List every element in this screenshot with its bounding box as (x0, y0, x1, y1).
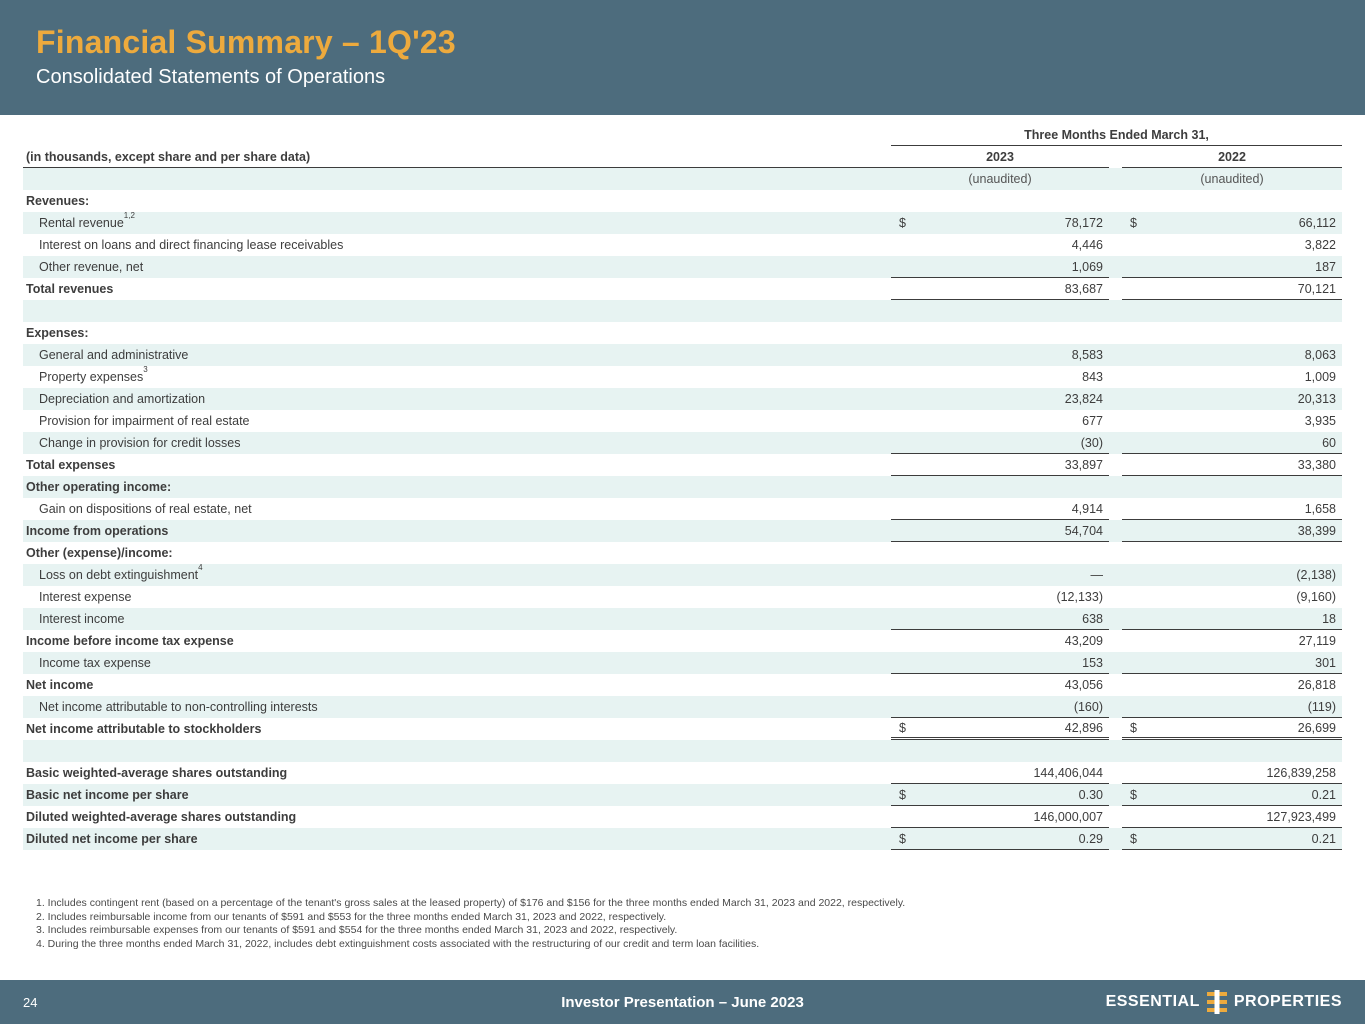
value-2023: 83,687 (891, 278, 1109, 300)
financial-table (23, 124, 1342, 850)
value-2023: 4,914 (891, 498, 1109, 520)
column-gap (1109, 784, 1122, 806)
unaudited-label-2022: (unaudited) (1200, 172, 1264, 186)
table-subheader-row (23, 168, 1342, 190)
value-2022: 27,119 (1298, 634, 1336, 648)
column-gap (1109, 740, 1122, 762)
table-row (23, 410, 1342, 432)
footnote-1: 1. Includes contingent rent (based on a percentage of the tenant's gross sales at the leased property) of $176 and $156 for the three months ended March 31, 2023 and 2022, respectively. (36, 897, 906, 909)
value-2022: 187 (1122, 256, 1342, 278)
table-row (23, 542, 1342, 564)
row-label: Interest expense (39, 590, 132, 604)
value-2023: — (1090, 568, 1103, 582)
row-label (23, 740, 891, 762)
column-gap (1109, 212, 1122, 234)
table-row (23, 300, 1342, 322)
page-subtitle: Consolidated Statements of Operations (36, 66, 386, 88)
table-row (23, 718, 1342, 740)
value-2022: $ 0.21 (1122, 828, 1342, 850)
value-2023: 144,406,044 (891, 762, 1109, 784)
essential-properties-logo-icon (1207, 990, 1227, 1014)
value-2023 (891, 542, 1109, 564)
column-gap (1109, 432, 1122, 454)
value-2022: 1,009 (1304, 370, 1336, 384)
value-2023: 54,704 (891, 520, 1109, 542)
table-row (23, 366, 1342, 388)
table-row (23, 212, 1342, 234)
row-label: Total expenses (26, 458, 116, 472)
table-row (23, 762, 1342, 784)
value-2022: 20,313 (1297, 392, 1336, 406)
table-year-2022: 2022 (1122, 146, 1342, 168)
row-label: Revenues: (26, 194, 90, 208)
row-label: Expenses: (26, 326, 89, 340)
value-2022: 38,399 (1122, 520, 1342, 542)
value-2023: 843 (1082, 370, 1103, 384)
row-label: Net income attributable to stockholders (26, 722, 262, 736)
value-2022 (1122, 300, 1342, 322)
table-row (23, 498, 1342, 520)
row-label: Diluted weighted-average shares outstanding (26, 810, 297, 824)
column-gap (1109, 366, 1122, 388)
value-2023: $ 0.29 (891, 828, 1109, 850)
value-2023 (891, 190, 1109, 212)
empty-cell (23, 168, 891, 190)
column-gap (1109, 256, 1122, 278)
table-row (23, 784, 1342, 806)
page-title: Financial Summary – 1Q'23 (36, 24, 456, 60)
column-gap (1109, 454, 1122, 476)
column-gap (1109, 762, 1122, 784)
column-gap (1109, 652, 1122, 674)
row-label: Other revenue, net (39, 260, 144, 274)
value-2022: $ 66,112 (1130, 216, 1336, 230)
column-gap (1109, 806, 1122, 828)
column-gap (1109, 498, 1122, 520)
table-group-header: Three Months Ended March 31, (891, 124, 1342, 146)
dollar-sign: $ (899, 720, 906, 735)
row-label: Basic net income per share (26, 788, 189, 802)
value-2022: 8,063 (1304, 348, 1336, 362)
dollar-sign: $ (899, 787, 906, 802)
footnote-3: 3. Includes reimbursable expenses from our tenants of $591 and $554 for the three months ended March 31, 2023 and 2022, respectively. (36, 924, 678, 936)
row-label: Depreciation and amortization (39, 392, 206, 406)
row-label: Net income (26, 678, 94, 692)
value-2023: (30) (891, 432, 1109, 454)
dollar-sign: $ (1130, 787, 1137, 802)
table-row (23, 652, 1342, 674)
value-2023 (891, 322, 1109, 344)
table-row (23, 630, 1342, 652)
table-row (23, 828, 1342, 850)
row-label: Rental revenue$^{1,2}$ (39, 210, 135, 230)
column-gap (1109, 718, 1122, 740)
value-2022: (119) (1122, 696, 1342, 718)
column-gap (1109, 630, 1122, 652)
value-2023: 33,897 (891, 454, 1109, 476)
row-label: Basic weighted-average shares outstanding (26, 766, 288, 780)
row-label: Change in provision for credit losses (39, 436, 241, 450)
table-year-2023: 2023 (891, 146, 1109, 168)
slide-footer (0, 980, 1365, 1024)
row-label: Interest income (39, 612, 125, 626)
row-label: Property expenses$^3$ (39, 364, 148, 384)
value-2022: $ 0.21 (1122, 784, 1342, 806)
value-2023: 43,209 (1064, 634, 1103, 648)
dollar-sign: $ (899, 216, 906, 230)
logo-text-properties: PROPERTIES (1233, 993, 1342, 1010)
footnotes (36, 897, 1036, 951)
value-2023: 23,824 (1064, 392, 1103, 406)
column-gap (1109, 542, 1122, 564)
table-row (23, 740, 1342, 762)
value-2022: 126,839,258 (1122, 762, 1342, 784)
footnote-2: 2. Includes reimbursable income from our tenants of $591 and $553 for the three months ended March 31, 2023 and 2022, respectively. (36, 910, 667, 923)
dollar-sign: $ (899, 831, 906, 846)
table-left-header: (in thousands, except share and per share data) (23, 146, 891, 168)
column-gap (1109, 608, 1122, 630)
value-2023: $ 0.30 (891, 784, 1109, 806)
value-2022: 26,818 (1297, 678, 1336, 692)
table-row (23, 190, 1342, 212)
value-2023 (891, 476, 1109, 498)
row-label: Interest on loans and direct financing lease receivables (39, 238, 344, 252)
column-gap (1109, 410, 1122, 432)
column-gap (1109, 388, 1122, 410)
table-row (23, 344, 1342, 366)
table-body (23, 190, 1342, 850)
value-2023: $ 78,172 (899, 216, 1103, 230)
column-gap (1109, 828, 1122, 850)
value-2023 (891, 740, 1109, 762)
row-label: Provision for impairment of real estate (39, 414, 250, 428)
value-2023: 677 (1082, 414, 1103, 428)
column-gap (1109, 322, 1122, 344)
page-number: 24 (23, 994, 38, 1010)
value-2023: (12,133) (1056, 590, 1103, 604)
table-row (23, 454, 1342, 476)
value-2023: 1,069 (891, 256, 1109, 278)
column-gap (1109, 586, 1122, 608)
table-row (23, 256, 1342, 278)
row-label: Income before income tax expense (26, 634, 234, 648)
table-row (23, 278, 1342, 300)
column-gap (1109, 520, 1122, 542)
value-2023: 8,583 (1071, 348, 1103, 362)
table-year-header-row (23, 146, 1342, 168)
value-2023: 4,446 (1071, 238, 1103, 252)
value-2023 (891, 300, 1109, 322)
column-gap (1109, 674, 1122, 696)
value-2022: 3,822 (1304, 238, 1336, 252)
table-row (23, 520, 1342, 542)
table-row (23, 586, 1342, 608)
value-2023: 146,000,007 (891, 806, 1109, 828)
value-2022 (1122, 476, 1342, 498)
row-label: Gain on dispositions of real estate, net (39, 502, 252, 516)
row-label: Other (expense)/income: (26, 546, 173, 560)
column-gap (1109, 234, 1122, 256)
table-row (23, 696, 1342, 718)
row-label: Diluted net income per share (26, 832, 198, 846)
column-gap (1109, 300, 1122, 322)
column-gap (1109, 278, 1122, 300)
column-gap (1109, 190, 1122, 212)
value-2022: 1,658 (1122, 498, 1342, 520)
value-2022: 3,935 (1304, 414, 1336, 428)
value-2023: 153 (891, 652, 1109, 674)
value-2022: 70,121 (1122, 278, 1342, 300)
value-2022: (9,160) (1296, 590, 1336, 604)
dollar-sign: $ (1130, 831, 1137, 846)
value-2022 (1122, 740, 1342, 762)
column-gap (1109, 168, 1122, 190)
row-label: Income from operations (26, 524, 169, 538)
row-label: Loss on debt extinguishment$^4$ (39, 562, 203, 582)
value-2023: $ 42,896 (891, 718, 1109, 740)
table-row (23, 564, 1342, 586)
value-2023: 43,056 (1064, 678, 1103, 692)
value-2022: 301 (1122, 652, 1342, 674)
row-label: Net income attributable to non-controlling interests (39, 700, 318, 714)
row-label (23, 300, 891, 322)
value-2022 (1122, 190, 1342, 212)
column-gap (1109, 696, 1122, 718)
table-row (23, 806, 1342, 828)
footer-presentation-title: Investor Presentation – June 2023 (561, 993, 804, 1011)
dollar-sign: $ (1130, 720, 1137, 735)
value-2023: (160) (891, 696, 1109, 718)
dollar-sign: $ (1130, 216, 1137, 230)
column-gap (1109, 146, 1122, 168)
value-2022: $ 26,699 (1122, 718, 1342, 740)
unaudited-label-2023: (unaudited) (968, 172, 1032, 186)
value-2022 (1122, 322, 1342, 344)
row-label: Other operating income: (26, 480, 172, 494)
table-row (23, 476, 1342, 498)
value-2022 (1122, 542, 1342, 564)
column-gap (1109, 476, 1122, 498)
table-row (23, 432, 1342, 454)
value-2022: 127,923,499 (1122, 806, 1342, 828)
essential-properties-logo (1106, 990, 1342, 1014)
value-2023: 638 (891, 608, 1109, 630)
logo-text-essential: ESSENTIAL (1105, 993, 1200, 1010)
column-gap (1109, 344, 1122, 366)
column-gap (1109, 564, 1122, 586)
table-row (23, 608, 1342, 630)
row-label: Total revenues (26, 282, 114, 296)
table-row (23, 234, 1342, 256)
row-label: Income tax expense (39, 656, 151, 670)
table-group-header-row (23, 124, 1342, 146)
empty-cell (23, 124, 891, 146)
table-row (23, 674, 1342, 696)
value-2022: 60 (1122, 432, 1342, 454)
slide-header (0, 0, 1365, 115)
value-2022: (2,138) (1296, 568, 1336, 582)
value-2022: 33,380 (1122, 454, 1342, 476)
footnote-4: 4. During the three months ended March 31, 2022, includes debt extinguishment costs associated with the restructuring of our credit and term loan facilities. (36, 937, 760, 950)
value-2022: 18 (1122, 608, 1342, 630)
row-label: General and administrative (39, 348, 189, 362)
table-row (23, 388, 1342, 410)
table-row (23, 322, 1342, 344)
